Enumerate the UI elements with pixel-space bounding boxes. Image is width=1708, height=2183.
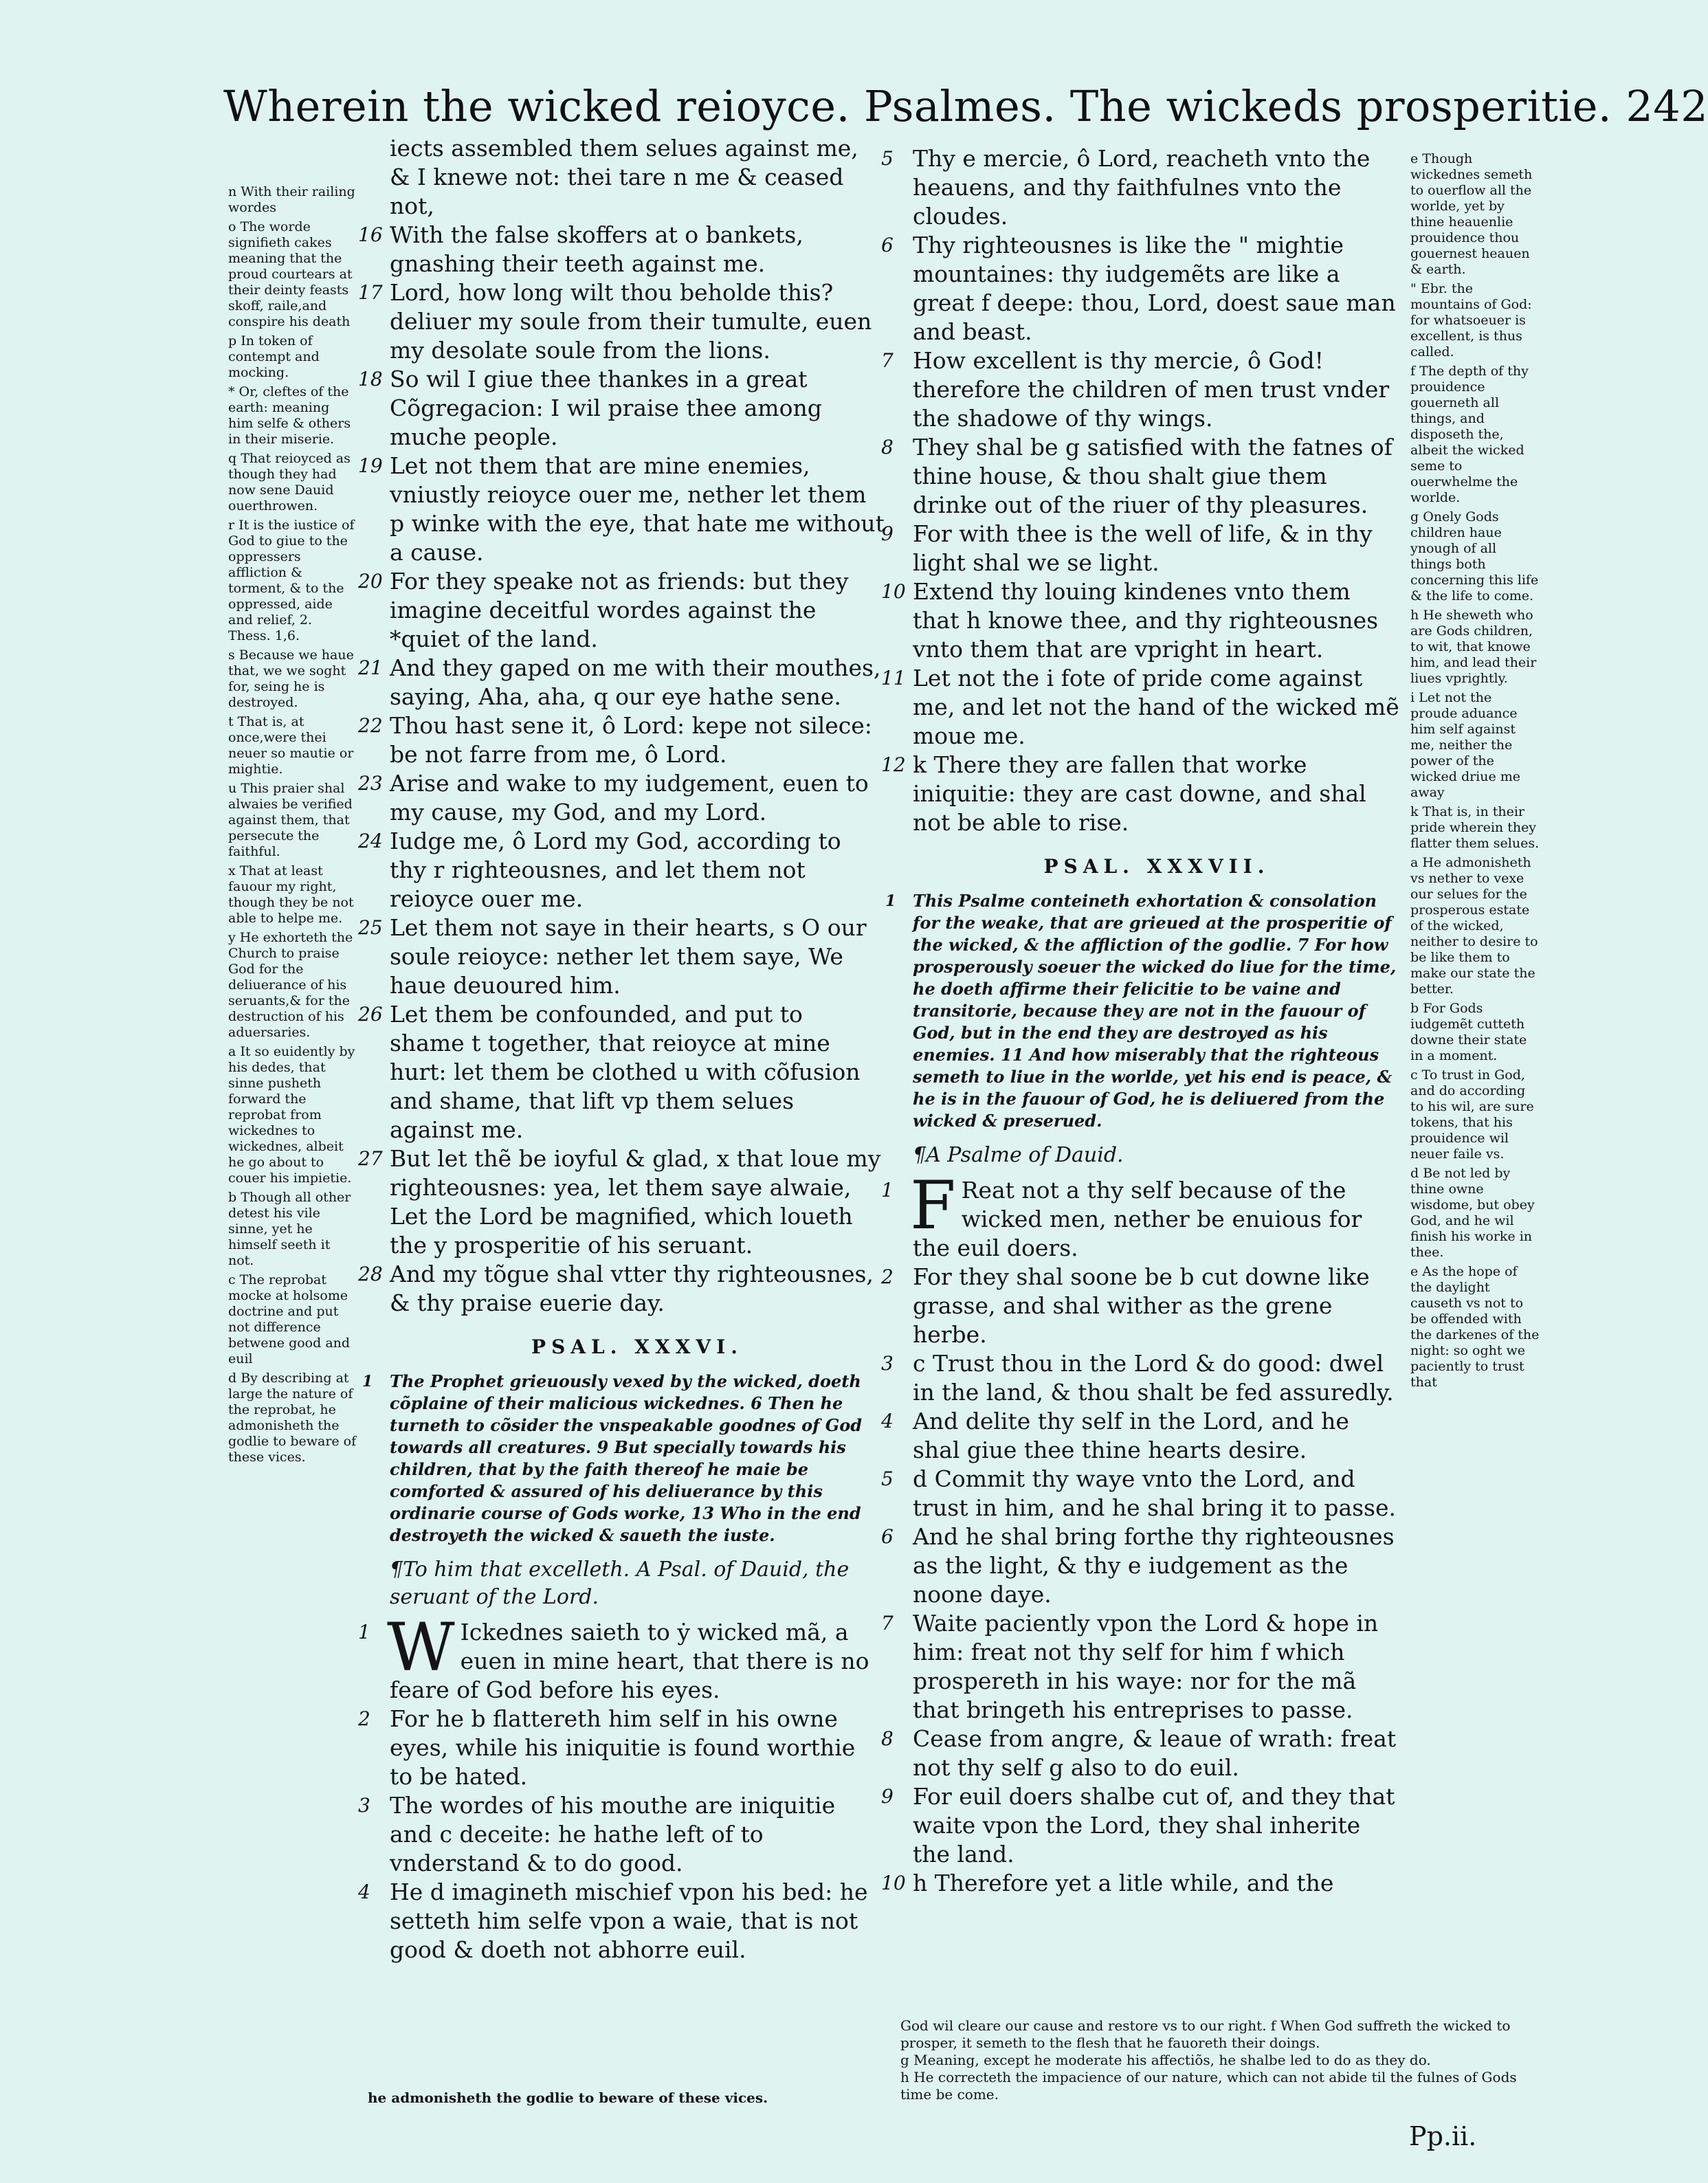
argument-text: This Psalme conteineth exhortation & consolation for the weake, that are grieued at the prosperitie of the wicked, & the affliction of the godlie. 7 For how prosperously soeuer the wicked do liue for the time, he doeth affirme their felicitie to be vaine and transitorie, because they are not in the fauour of God, but in the end they are destroyed as his enemies. 11 And how miserably that the righteous semeth to liue in the worlde, yet his end is peace, & he is in the fauour of God, he is deliuered from the wicked & preserued. [913, 891, 1397, 1131]
verse-number: 11 [881, 667, 906, 689]
verse-text: For they speake not as friends: but they imagine deceitful wordes against the *quiet of the land. [390, 568, 849, 652]
verse-number: 6 [881, 234, 894, 256]
verse [358, 769, 885, 827]
bottom-footnotes [900, 2017, 1546, 2103]
verse-text: For he b flattereth him self in his owne eyes, while his iniquitie is found worthie to be hated. [390, 1705, 856, 1790]
verse-number: 28 [358, 1263, 383, 1285]
verse-number: 3 [881, 1352, 894, 1375]
verse-text: Thy e mercie, ô Lord, reacheth vnto the heauens, and thy faithfulnes vnto the cloudes. [913, 145, 1371, 230]
verse-number: 19 [358, 454, 383, 477]
drop-cap: W [387, 1609, 455, 1686]
margin-note: n With their railing wordes [228, 184, 355, 215]
title-text: A Psalme of Dauid. [926, 1143, 1124, 1167]
verse [881, 577, 1401, 664]
margin-note: i Let not the proude aduance him self against me, neither the power of the wicked driue me away [1410, 690, 1521, 800]
verse-text: And delite thy self in the Lord, and he shal giue thee thine hearts desire. [913, 1408, 1349, 1463]
verse-text: Extend thy louing kindenes vnto them that h knowe thee, and thy righteousnes vnto them that are vpright in heart. [913, 578, 1379, 663]
margin-note: y He exhorteth the Church to praise God for the deliuerance of his seruants,& for the destruction of his aduersaries. [228, 930, 353, 1040]
verse [358, 1144, 885, 1260]
margin-note: c The reprobat mocke at holsome doctrine and put not difference betwene good and euil [228, 1272, 351, 1366]
verse [881, 1869, 1401, 1898]
verse-number: 8 [881, 436, 894, 458]
verse-text: c Trust thou in the Lord & do good: dwel in the land, & thou shalt be fed assuredly. [913, 1350, 1394, 1406]
margin-note: q That reioyced as though they had now sene Dauid ouerthrowen. [228, 451, 351, 513]
verse [881, 1465, 1401, 1522]
verse-text: Waite paciently vpon the Lord & hope in him: freat not thy self for him f which prospereth in his waye: nor for the mã that bringeth his entreprises to passe. [913, 1610, 1379, 1723]
verse-text: And he shal bring forthe thy righteousnes as the light, & thy e iudgement as the noone daye. [913, 1523, 1395, 1608]
margin-note: * Or, cleftes of the earth: meaning him selfe & others in their miserie. [228, 384, 351, 447]
verse-text: Let not the i fote of pride come against me, and let not the hand of the wicked mẽ moue me. [913, 665, 1399, 749]
verse-text: d Commit thy waye vnto the Lord, and trust in him, and he shal bring it to passe. [913, 1465, 1397, 1521]
verse [358, 913, 885, 1000]
margin-note: t That is, at once,were thei neuer so mautie or mightie. [228, 714, 354, 777]
psalm36-body [358, 1609, 885, 1964]
footnote: God wil cleare our cause and restore vs to our right. f When God suffreth the wicked to prosper, it semeth to the flesh that he fauoreth their doings. [900, 2017, 1511, 2051]
margin-note: s Because we haue that, we we soght for, seing he is destroyed. [228, 647, 354, 710]
verse-text: Cease from angre, & leaue of wrath: freat not thy self g also to do euil. [913, 1725, 1397, 1781]
verse-text: For they shal soone be b cut downe like grasse, and shal wither as the grene herbe. [913, 1263, 1370, 1348]
margin-note: c To trust in God, and do according to his wil, are sure tokens, that his prouidence wil neuer faile vs. [1410, 1067, 1534, 1162]
footnote: h He correcteth the impacience of our nature, which can not abide til the fulnes of Gods time be come. [900, 2069, 1517, 2103]
verse-number: 18 [358, 368, 383, 390]
psalm37-body [881, 1167, 1401, 1898]
drop-cap: F [910, 1167, 956, 1244]
verse [881, 1176, 1401, 1263]
verse [358, 452, 885, 567]
verse [358, 711, 885, 769]
verse [881, 1407, 1401, 1465]
verse-text: So wil I giue thee thankes in a great Cõgregacion: I wil praise thee among muche people. [390, 366, 822, 450]
verse-number: 5 [881, 1467, 894, 1490]
verse [881, 520, 1401, 577]
margin-note: x That at least fauour my right, though they be not able to helpe me. [228, 863, 354, 926]
margin-note: u This praier shal alwaies be verified against them, that persecute the faithful. [228, 781, 353, 859]
verse [358, 654, 885, 711]
verse-number: 4 [358, 1881, 370, 1903]
margin-note: o The worde signifieth cakes meaning that the proud courtears at their deinty feasts skoff, raile,and conspire his death [228, 219, 353, 329]
verse [358, 221, 885, 278]
margin-note: k That is, in their pride wherein they flatter them selues. [1410, 804, 1540, 851]
verse [881, 751, 1401, 837]
verse [358, 365, 885, 452]
verse-text: They shal be g satisfied with the fatnes of thine house, & thou shalt giue them drinke out of the riuer of thy pleasures. [913, 434, 1393, 518]
verse [358, 1618, 885, 1705]
verse [358, 1705, 885, 1791]
verse [358, 278, 885, 365]
bottom-left-line: he admonisheth the godlie to beware of these vices. [368, 2090, 768, 2106]
right-column [881, 144, 1401, 1898]
verse [358, 1000, 885, 1144]
verse-number: 12 [881, 753, 906, 776]
verse [881, 1609, 1401, 1725]
verse [881, 433, 1401, 520]
verse-number: 16 [358, 223, 383, 246]
verse-text: But let thẽ be ioyful & glad, x that loue my righteousnes: yea, let them saye alwaie, Let the Lord be magnified, which loueth the y prosperitie of his seruant. [390, 1145, 881, 1259]
margin-note: e As the hope of the daylight causeth vs not to be offended with the darkenes of the night: so oght we paciently to trust that [1410, 1264, 1540, 1390]
verse [881, 346, 1401, 433]
psalm35-verses [358, 134, 885, 1318]
verse-number: 2 [358, 1707, 370, 1730]
verse-number: 26 [358, 1003, 383, 1026]
psalm36-title: ¶To him that excelleth. A Psal. of Dauid, the seruant of the Lord. [390, 1558, 850, 1609]
margin-note: r It is the iustice of God to giue to the oppressers affliction & torment, & to the oppressed, aide and relief, 2. Thess. 1,6. [228, 518, 355, 643]
verse-number: 24 [358, 830, 383, 852]
right-margin-notes [1410, 151, 1541, 1394]
margin-note: p In token of contempt and mocking. [228, 333, 320, 380]
verse-text: iects assembled them selues against me, & I knewe not: thei tare n me & ceased not, [390, 135, 858, 219]
verse-text: Thy righteousnes is like the " mightie mountaines: thy iudgemẽts are like a great f deepe: thou, Lord, doest saue man and beast. [913, 232, 1396, 345]
psalm36-continued [881, 144, 1401, 837]
verse-number: 21 [358, 656, 383, 679]
verse-number: 1 [881, 1179, 894, 1201]
margin-note: d Be not led by thine owne wisdome, but obey God, and he wil finish his worke in thee. [1410, 1166, 1535, 1260]
footnote: g Meaning, except he moderate his affectiõs, he shalbe led to do as they do. [900, 2052, 1431, 2068]
verse-text: h Therefore yet a litle while, and the [913, 1870, 1334, 1896]
verse-number: 20 [358, 570, 383, 592]
verse-number: 25 [358, 916, 383, 939]
verse-number: 8 [881, 1727, 894, 1750]
verse-number: 1 [358, 1621, 370, 1643]
title-text: To him that excelleth. A Psal. of Dauid, the seruant of the Lord. [390, 1558, 850, 1609]
verse-text: With the false skoffers at o bankets, gnashing their teeth against me. [390, 221, 803, 277]
verse-text: Let them not saye in their hearts, s O our soule reioyce: nether let them saye, We haue deuoured him. [390, 914, 867, 999]
verse-text: For euil doers shalbe cut of, and they that waite vpon the Lord, they shal inherite the land. [913, 1783, 1395, 1868]
verse [881, 231, 1401, 346]
verse-text: And they gaped on me with their mouthes, saying, Aha, aha, q our eye hathe sene. [390, 654, 881, 710]
margin-note: g Onely Gods children haue ynough of all things both concerning this life & the life to come. [1410, 509, 1539, 603]
verse-number: 22 [358, 714, 383, 737]
psalm36-heading: PSAL. XXXVI. [531, 1336, 743, 1358]
verse-text: He d imagineth mischief vpon his bed: he setteth him selfe vpon a waie, that is not good & doeth not abhorre euil. [390, 1879, 868, 1963]
verse-text: Let them be confounded, and put to shame t together, that reioyce at mine hurt: let them be clothed u with cõfusion and shame, that lift vp them selues against me. [390, 1001, 861, 1143]
verse-number: 9 [881, 522, 894, 545]
verse-number: 6 [881, 1525, 894, 1548]
verse-text: Lord, how long wilt thou beholde this? deliuer my soule from their tumulte, euen my desolate soule from the lions. [390, 279, 872, 364]
verse [881, 1349, 1401, 1407]
verse-text: Thou hast sene it, ô Lord: kepe not silece: be not farre from me, ô Lord. [390, 712, 872, 768]
verse [358, 1260, 885, 1318]
margin-note: e Though wickednes semeth to ouerflow all the worlde, yet by thine heauenlie prouidence thou gouernest heauen & earth. [1410, 151, 1533, 277]
argument-number: 1 [885, 892, 896, 910]
left-margin-notes [228, 184, 357, 1469]
verse-text: Let not them that are mine enemies, vniustly reioyce ouer me, nether let them p winke with the eye, that hate me without a cause. [390, 452, 885, 566]
verse-text: And my tõgue shal vtter thy righteousnes, & thy praise euerie day. [390, 1261, 874, 1316]
verse [881, 144, 1401, 231]
verse-number: 17 [358, 281, 383, 304]
verse-number: 10 [881, 1872, 906, 1894]
psalm37-argument [885, 890, 1401, 1132]
argument-text: The Prophet grieuously vexed by the wicked, doeth cõplaine of their malicious wickednes. 6 Then he turneth to cõsider the vnspeakable goodnes of God towards all creatures. 9 But specially towards his children, that by the faith thereof he maie be comforted & assured of his deliuerance by this ordinarie course of Gods worke, 13 Who in the end destroyeth the wicked & saueth the iuste. [390, 1371, 863, 1545]
verse-number: 10 [881, 580, 906, 603]
verse-number: 7 [881, 349, 894, 372]
verse [881, 664, 1401, 751]
verse [390, 134, 885, 221]
margin-note: " Ebr. the mountains of God: for whatsoeuer is excellent, is thus called. [1410, 281, 1532, 359]
verse-number: 27 [358, 1147, 383, 1170]
verse-text: Reat not a thy self because of the wicked men, nether be enuious for the euil doers. [913, 1177, 1362, 1261]
verse-number: 9 [881, 1785, 894, 1808]
verse [358, 567, 885, 654]
verse-number: 7 [881, 1612, 894, 1635]
verse [881, 1725, 1401, 1782]
margin-note: b Though all other detest his vile sinne, yet he himself seeth it not. [228, 1190, 351, 1268]
margin-note: f The depth of thy prouidence gouerneth all things, and disposeth the, albeit the wicked seme to ouerwhelme the worlde. [1410, 364, 1529, 505]
middle-column [358, 134, 885, 1964]
verse-text: How excellent is thy mercie, ô God! therefore the children of men trust vnder the shadowe of thy wings. [913, 347, 1390, 432]
verse-text: k There they are fallen that worke iniquitie: they are cast downe, and shal not be able to rise. [913, 751, 1366, 836]
verse-number: 5 [881, 147, 894, 170]
running-title: Wherein the wicked reioyce. Psalmes. The wickeds prosperitie. [223, 81, 1612, 131]
verse [881, 1782, 1401, 1869]
verse [358, 1791, 885, 1878]
psalm37-heading: PSAL. XXXVII. [1043, 855, 1270, 878]
page-title [223, 81, 1708, 131]
verse-text: Iudge me, ô Lord my God, according to thy r righteousnes, and let them not reioyce ouer me. [390, 828, 841, 912]
psalm37-title: ¶A Psalme of Dauid. [913, 1143, 1124, 1167]
margin-note: b For Gods iudgemẽt cutteth downe their state in a moment. [1410, 1001, 1527, 1063]
verse-text: Arise and wake to my iudgement, euen to my cause, my God, and my Lord. [390, 770, 869, 825]
margin-note: a It so euidently by his dedes, that sinne pusheth forward the reprobat from wickednes to wickednes, albeit he go about to couer his impietie. [228, 1044, 355, 1186]
verse-number: 3 [358, 1794, 370, 1817]
page-number: 242 [1626, 81, 1708, 131]
verse-number: 4 [881, 1410, 894, 1432]
argument-number: 1 [362, 1373, 373, 1390]
margin-note: h He sheweth who are Gods children, to wit, that knowe him, and lead their liues vprightly. [1410, 608, 1537, 686]
verse [358, 827, 885, 913]
verse [881, 1263, 1401, 1349]
verse-number: 2 [881, 1265, 894, 1288]
verse-text: For with thee is the well of life, & in thy light shal we se light. [913, 520, 1373, 576]
verse [881, 1522, 1401, 1609]
margin-note: d By describing at large the nature of the reprobat, he admonisheth the godlie to beware of these vices. [228, 1371, 357, 1465]
signature-mark: Pp.ii. [1409, 2121, 1477, 2151]
verse [358, 1878, 885, 1964]
psalm36-argument [362, 1371, 885, 1547]
verse-text: Ickednes saieth to ẏ wicked mã, a euen in mine heart, that there is no feare of God before his eyes. [390, 1619, 869, 1703]
verse-text: The wordes of his mouthe are iniquitie and c deceite: he hathe left of to vnderstand & to do good. [390, 1792, 836, 1876]
margin-note: a He admonisheth vs nether to vexe our selues for the prosperous estate of the wicked, neither to desire to be like them to make our state the better. [1410, 855, 1538, 997]
verse-number: 23 [358, 772, 383, 795]
